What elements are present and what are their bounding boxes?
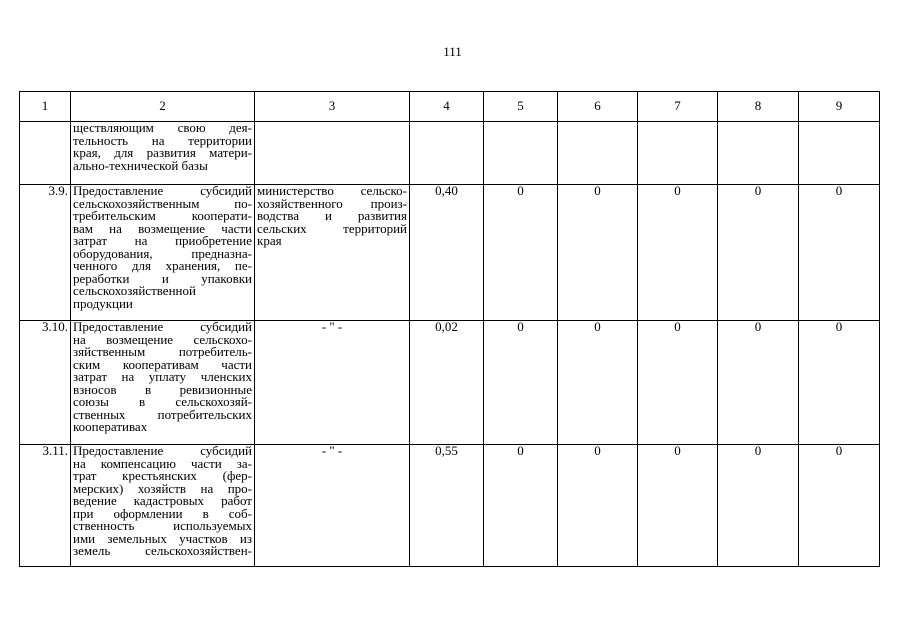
row-organization	[255, 122, 410, 185]
organization-line: хозяйственного произ-	[257, 195, 407, 211]
row-value-6: 0	[558, 445, 638, 567]
row-organization-ditto: - " -	[255, 321, 410, 445]
description-line: оборудования, предназна-	[73, 245, 252, 261]
subsidy-table	[19, 91, 880, 567]
row-value-4: 0,55	[410, 445, 484, 567]
description-line: ведение кадастровых работ	[73, 493, 252, 508]
row-value-5: 0	[484, 185, 558, 321]
row-value-8	[718, 122, 799, 185]
row-organization	[255, 185, 410, 321]
row-value-4	[410, 122, 484, 185]
row-value-7	[638, 122, 718, 185]
row-description	[71, 321, 255, 445]
organization-line: края	[257, 233, 282, 248]
row-value-8: 0	[718, 185, 799, 321]
row-description	[71, 122, 255, 185]
description-line: затрат на приобретение	[73, 233, 252, 248]
description-line: взносов в ревизионные	[73, 381, 252, 397]
row-description	[71, 445, 255, 567]
row-number	[20, 122, 71, 185]
row-value-9	[799, 122, 880, 185]
row-value-9: 0	[799, 321, 880, 445]
row-value-5: 0	[484, 445, 558, 567]
description-line: ственность используемых	[73, 518, 252, 533]
description-line: на возмещение сельскохо-	[73, 331, 252, 347]
description-line: ственных потребительских	[73, 406, 252, 422]
header-cell-5: 5	[484, 92, 558, 122]
page-number: 111	[443, 44, 462, 59]
row-value-6: 0	[558, 321, 638, 445]
row-value-8: 0	[718, 321, 799, 445]
row-number: 3.10.	[20, 321, 71, 445]
description-line: союзы в сельскохозяй-	[73, 394, 252, 409]
description-line: требительским кооперати-	[73, 208, 252, 223]
organization-line: министерство сельско-	[257, 183, 407, 198]
row-organization-ditto: - " -	[255, 445, 410, 567]
description-line: затрат на уплату членских	[73, 369, 252, 384]
header-cell-2: 2	[71, 92, 255, 122]
description-line: края, для развития матери-	[73, 145, 252, 160]
description-line: ским кооперативам части	[73, 356, 252, 372]
row-value-5: 0	[484, 321, 558, 445]
description-line: сельскохозяйственной	[73, 283, 196, 298]
description-line: тельность на территории	[73, 132, 252, 148]
header-row	[20, 92, 880, 122]
row-value-5	[484, 122, 558, 185]
row-value-6: 0	[558, 185, 638, 321]
table-row	[20, 321, 880, 445]
description-line: Предоставление субсидий	[73, 319, 252, 334]
description-line: ально-технической базы	[73, 157, 208, 173]
table-row	[20, 185, 880, 321]
description-line: ими земельных участков из	[73, 530, 252, 546]
row-value-9: 0	[799, 445, 880, 567]
header-cell-7: 7	[638, 92, 718, 122]
description-line: мерских) хозяйств на про-	[73, 480, 252, 496]
row-value-4: 0,40	[410, 185, 484, 321]
table-row	[20, 445, 880, 567]
row-value-7: 0	[638, 445, 718, 567]
header-cell-1: 1	[20, 92, 71, 122]
description-line: на компенсацию части за-	[73, 455, 252, 471]
description-line: зяйственным потребитель-	[73, 344, 252, 359]
description-line: Предоставление субсидий	[73, 183, 252, 198]
row-value-4: 0,02	[410, 321, 484, 445]
description-line: трат крестьянских (фер-	[73, 468, 252, 483]
row-number: 3.9.	[20, 185, 71, 321]
row-value-7: 0	[638, 185, 718, 321]
header-cell-6: 6	[558, 92, 638, 122]
row-value-6	[558, 122, 638, 185]
description-line: земель сельскохозяйствен-	[73, 543, 252, 558]
organization-line: сельских территорий	[257, 220, 407, 236]
table-row	[20, 122, 880, 185]
description-line: продукции	[73, 295, 133, 311]
row-value-9: 0	[799, 185, 880, 321]
description-line: ществляющим свою дея-	[73, 120, 252, 135]
row-number: 3.11.	[20, 445, 71, 567]
organization-line: водства и развития	[257, 208, 407, 223]
description-line: сельскохозяйственным по-	[73, 195, 252, 211]
row-description	[71, 185, 255, 321]
header-cell-4: 4	[410, 92, 484, 122]
description-line: реработки и упаковки	[73, 270, 252, 286]
row-value-7: 0	[638, 321, 718, 445]
header-cell-9: 9	[799, 92, 880, 122]
description-line: при оформлении в соб-	[73, 505, 252, 521]
row-value-8: 0	[718, 445, 799, 567]
description-line: вам на возмещение части	[73, 220, 252, 236]
header-cell-8: 8	[718, 92, 799, 122]
description-line: ченного для хранения, пе-	[73, 258, 252, 273]
description-line: Предоставление субсидий	[73, 443, 252, 458]
header-cell-3: 3	[255, 92, 410, 122]
description-line: кооперативах	[73, 419, 148, 434]
